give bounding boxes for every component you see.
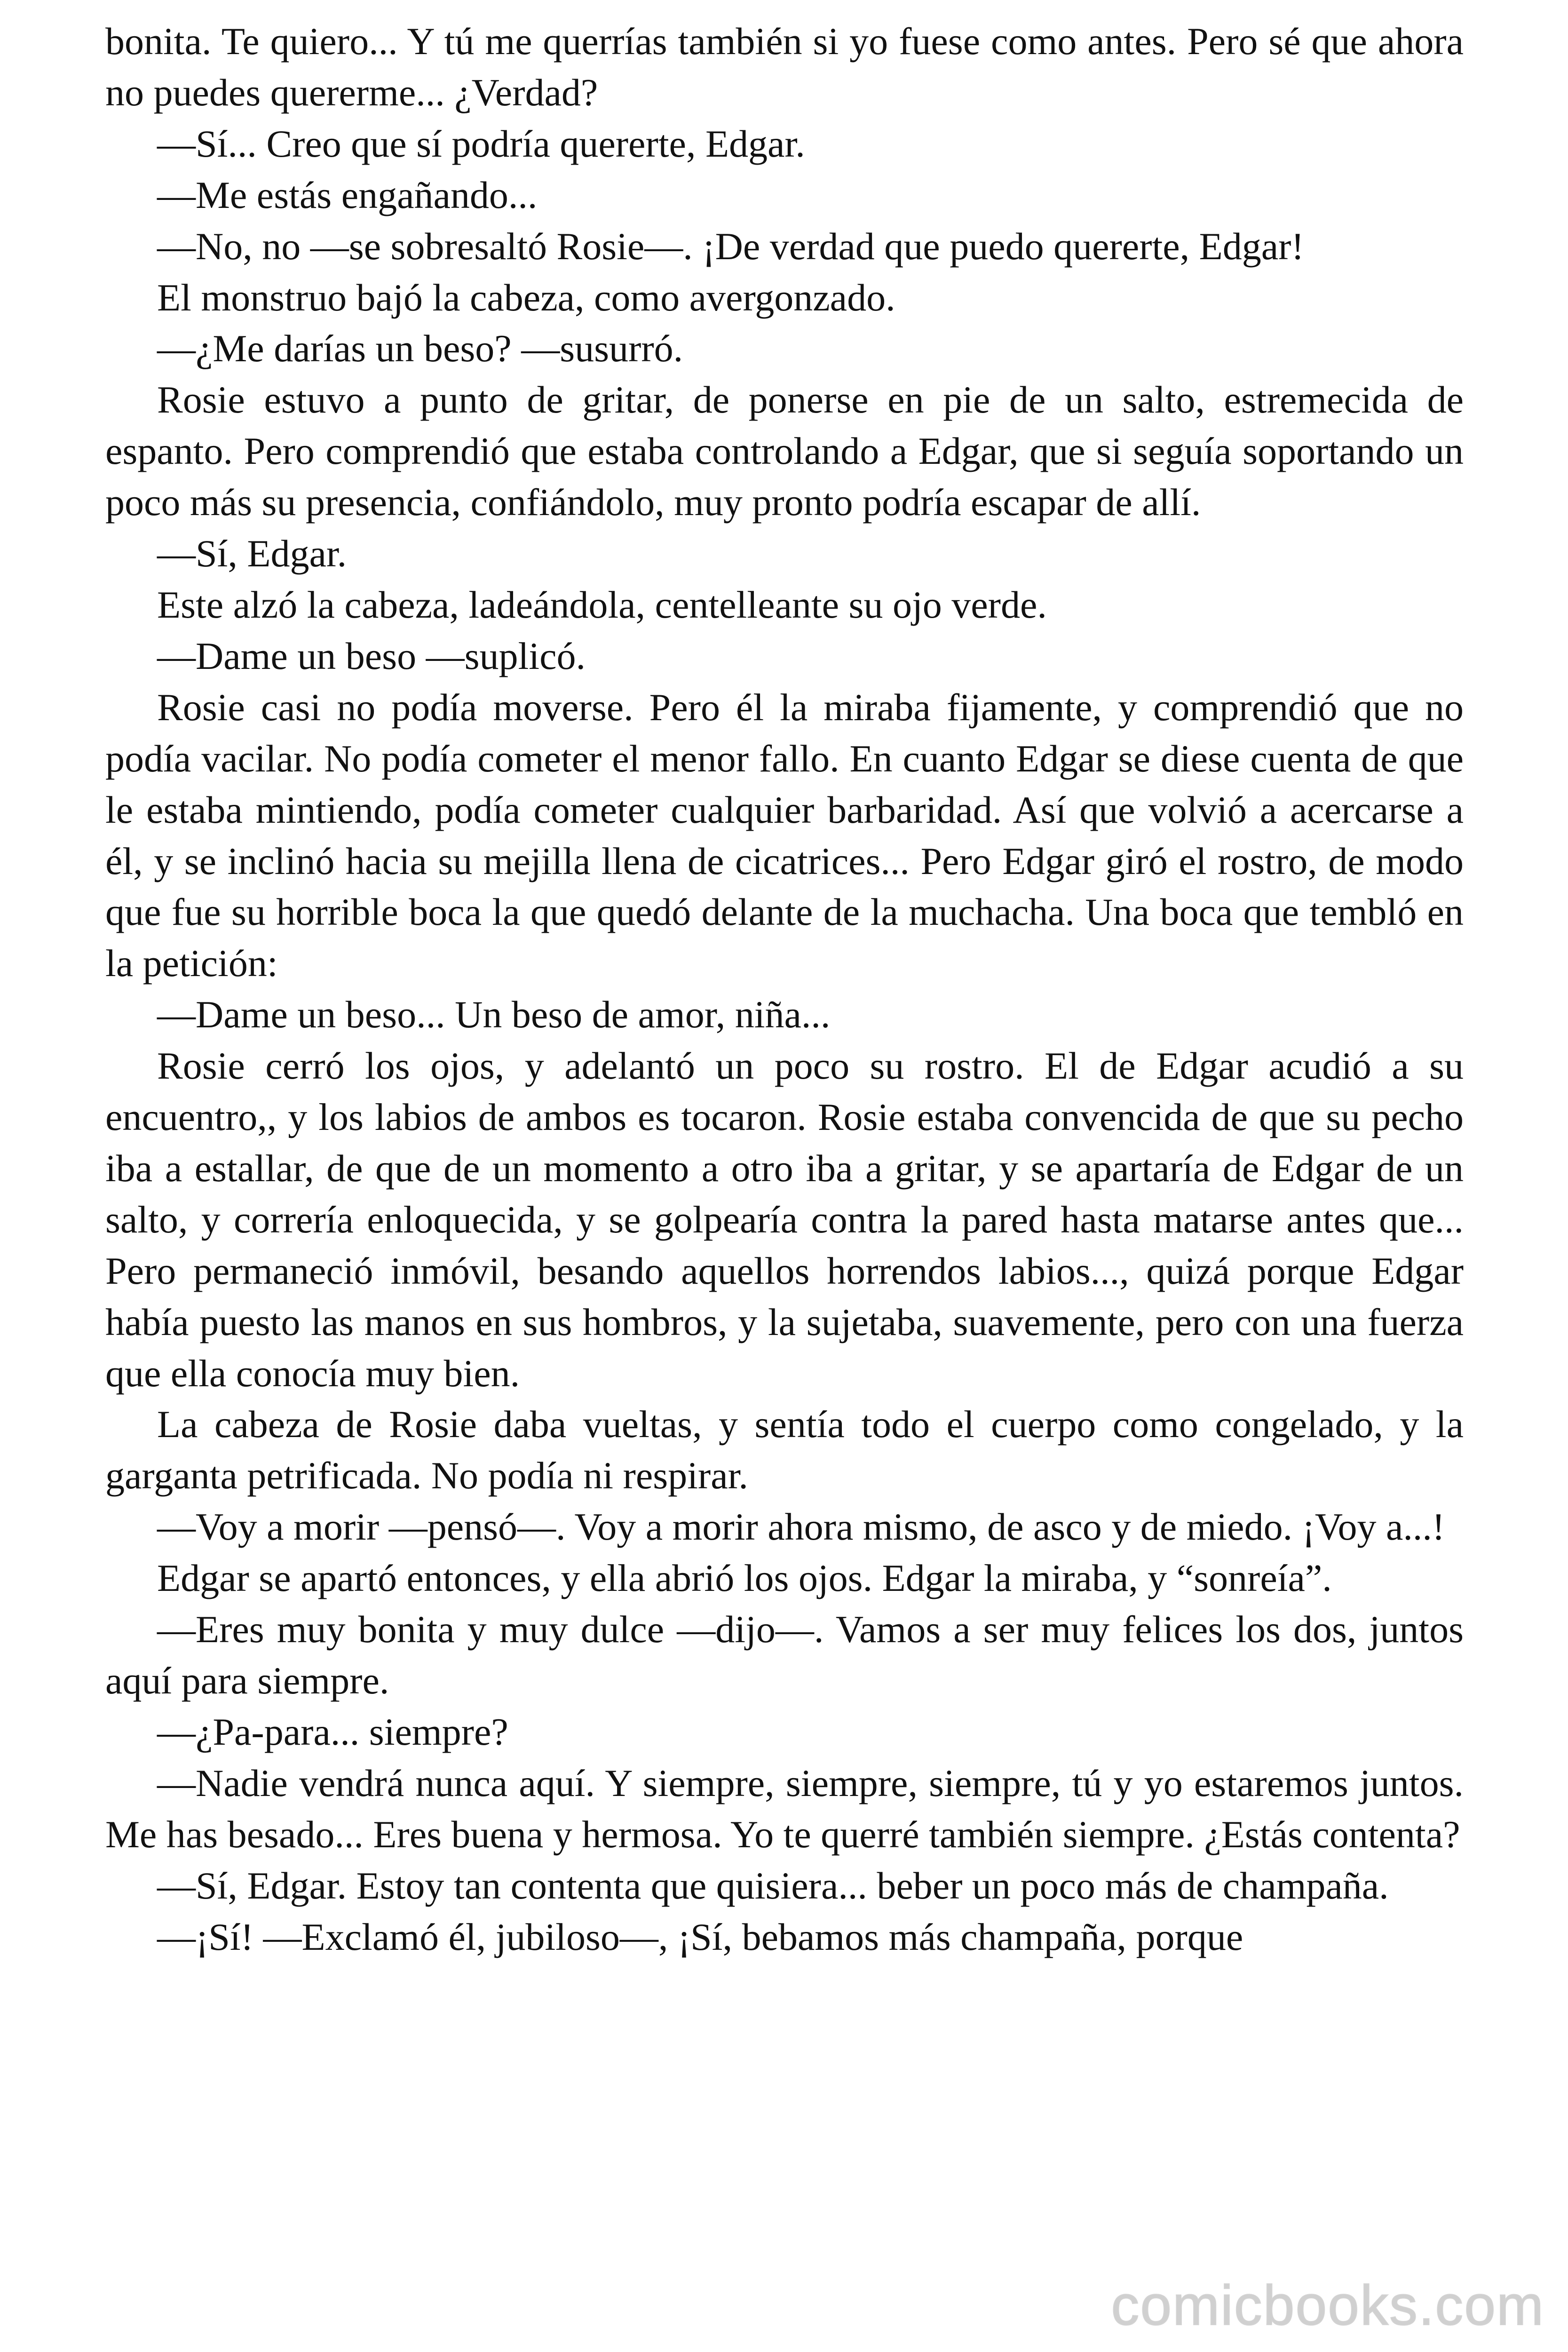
paragraph: La cabeza de Rosie daba vueltas, y sentía todo el cuerpo como congelado, y la garganta petrificada. No podía ni respirar.: [105, 1403, 1464, 1497]
paragraph: El monstruo bajó la cabeza, como avergonzado.: [157, 276, 895, 319]
paragraph-continuation: bonita. Te quiero... Y tú me querrías también si yo fuese como antes. Pero sé que ahora no puedes quererme... ¿Verdad?: [105, 20, 1464, 114]
paragraph: —No, no —se sobresaltó Rosie—. ¡De verdad que puedo quererte, Edgar!: [157, 224, 1304, 268]
paragraph: Rosie estuvo a punto de gritar, de ponerse en pie de un salto, estremecida de espanto. Pero comprendió que estaba controlando a Edgar, que si seguía soportando un poco más su presencia, confiándolo, muy pronto podría escapar de allí.: [105, 378, 1464, 524]
paragraph: —¿Me darías un beso? —susurró.: [157, 327, 683, 370]
paragraph: —Nadie vendrá nunca aquí. Y siempre, siempre, siempre, tú y yo estaremos juntos. Me has besado... Eres buena y hermosa. Yo te querré también siempre. ¿Estás contenta?: [105, 1761, 1464, 1856]
paragraph: —¿Pa-para... siempre?: [157, 1710, 508, 1753]
paragraph: Edgar se apartó entonces, y ella abrió los ojos. Edgar la miraba, y “sonreía”.: [157, 1557, 1332, 1600]
paragraph: Este alzó la cabeza, ladeándola, centelleante su ojo verde.: [157, 583, 1047, 626]
paragraph: —Dame un beso —suplicó.: [157, 634, 586, 677]
paragraph: —Eres muy bonita y muy dulce —dijo—. Vamos a ser muy felices los dos, juntos aquí para siempre.: [105, 1608, 1464, 1702]
paragraph: —Dame un beso... Un beso de amor, niña...: [157, 993, 831, 1036]
paragraph-last: —¡Sí! —Exclamó él, jubiloso—, ¡Sí, bebamos más champaña, porque: [157, 1915, 1243, 1958]
paragraph: —Sí, Edgar.: [157, 532, 347, 575]
watermark: comicbooks.com: [1111, 2274, 1544, 2337]
paragraph: —Sí, Edgar. Estoy tan contenta que quisiera... beber un poco más de champaña.: [157, 1864, 1389, 1907]
text-column: [105, 16, 1464, 1963]
paragraph: —Me estás engañando...: [157, 173, 538, 216]
paragraph: Rosie cerró los ojos, y adelantó un poco su rostro. El de Edgar acudió a su encuentro,, y los labios de ambos es tocaron. Rosie estaba convencida de que su pecho iba a estallar, de que de un momento a otro iba a gritar, y se apartaría de Edgar de un salto, y correría enloquecida, y se golpearía contra la pared hasta matarse antes que... Pero permaneció inmóvil, besando aquellos horrendos labios..., quizá porque Edgar había puesto las manos en sus hombros, y la sujetaba, suavemente, pero con una fuerza que ella conocía muy bien.: [105, 1044, 1464, 1395]
paragraph: Rosie casi no podía moverse. Pero él la miraba fijamente, y comprendió que no podía vacilar. No podía cometer el menor fallo. En cuanto Edgar se diese cuenta de que le estaba mintiendo, podía cometer cualquier barbaridad. Así que volvió a acercarse a él, y se inclinó hacia su mejilla llena de cicatrices... Pero Edgar giró el rostro, de modo que fue su horrible boca la que quedó delante de la muchacha. Una boca que tembló en la petición:: [105, 685, 1464, 985]
paragraph: —Voy a morir —pensó—. Voy a morir ahora mismo, de asco y de miedo. ¡Voy a...!: [157, 1505, 1445, 1549]
paragraph: —Sí... Creo que sí podría quererte, Edgar.: [157, 122, 805, 165]
